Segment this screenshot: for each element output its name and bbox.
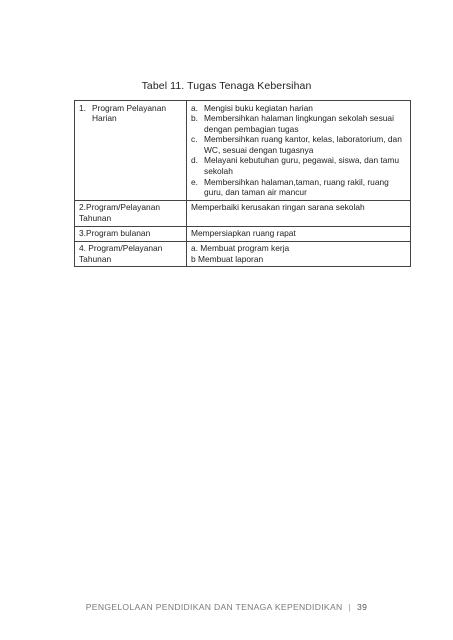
list-item: c. Membersihkan ruang kantor, kelas, laboratorium, dan WC, sesuai dengan tugasnya [191, 134, 402, 155]
list-item: a. Mengisi buku kegiatan harian [191, 102, 313, 113]
page-footer [0, 602, 453, 612]
program-name-cont: Harian [92, 113, 117, 124]
program-cell: 2.Program/Pelayanan Tahunan [75, 200, 187, 226]
page-number: 39 [357, 602, 368, 612]
footer-separator: | [348, 602, 352, 612]
tasks-cell: Memperbaiki kerusakan ringan sarana sekolah [187, 200, 411, 226]
tasks-cell [187, 101, 411, 201]
table-row [75, 200, 411, 226]
program-cell: 3.Program bulanan [75, 226, 187, 241]
duties-table [74, 100, 411, 267]
program-cell [75, 101, 187, 201]
table-row [75, 241, 411, 267]
task-a: a. Membuat program kerja [191, 243, 290, 254]
program-cell: 4. Program/Pelayanan Tahunan [75, 241, 187, 267]
task-list [191, 103, 407, 198]
list-item: b. Membersihkan halaman lingkungan sekolah sesuai dengan pembagian tugas [191, 113, 394, 134]
list-item: d. Melayani kebutuhan guru, pegawai, siswa, dan tamu sekolah [191, 155, 400, 177]
tasks-cell [187, 241, 411, 267]
task-b: b Membuat laporan [191, 253, 264, 264]
footer-title: PENGELOLAAN PENDIDIKAN DAN TENAGA KEPENDIDIKAN [85, 602, 343, 612]
table-row [75, 226, 411, 241]
program-name: Program Pelayanan [92, 102, 167, 113]
table-caption: Tabel 11. Tugas Tenaga Kebersihan [141, 80, 312, 92]
tasks-cell: Mempersiapkan ruang rapat [187, 226, 411, 241]
table-row [75, 101, 411, 201]
program-number: 1. [79, 102, 86, 113]
list-item: e. Membersihkan halaman,taman, ruang rakil, ruang guru, dan taman air mancur [191, 176, 389, 198]
